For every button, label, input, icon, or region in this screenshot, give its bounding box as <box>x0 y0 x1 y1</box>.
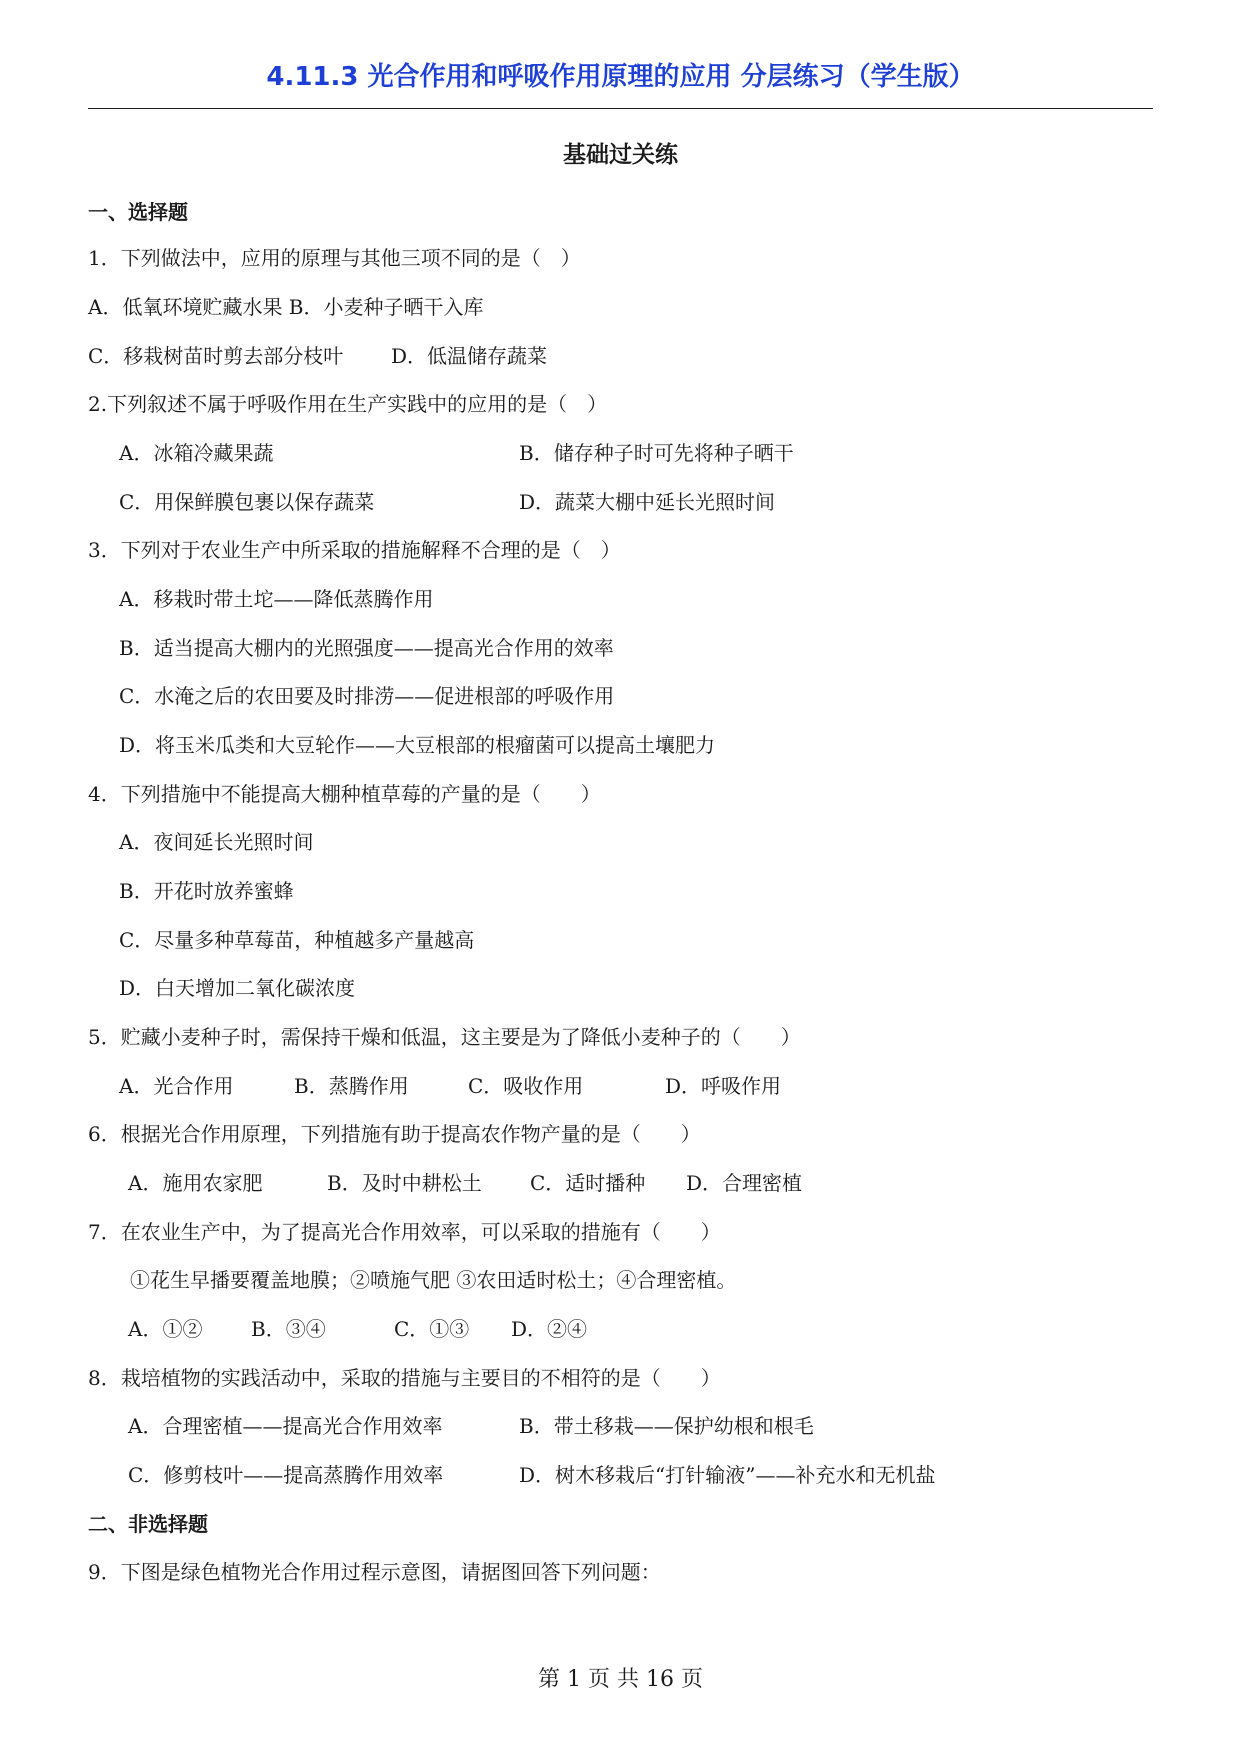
question-5-option-d: D．呼吸作用 <box>665 1074 782 1098</box>
page-footer: 第 1 页 共 16 页 <box>538 1667 703 1692</box>
question-2-stem: 2.下列叙述不属于呼吸作用在生产实践中的应用的是（ ） <box>88 392 608 416</box>
section-heading-choice: 一、选择题 <box>88 200 188 224</box>
section-heading-nonchoice: 二、非选择题 <box>88 1512 208 1536</box>
page-title: 4.11.3 光合作用和呼吸作用原理的应用 分层练习（学生版） <box>266 62 975 92</box>
question-5-option-b: B．蒸腾作用 <box>294 1074 409 1098</box>
question-6-option-d: D．合理密植 <box>686 1171 803 1195</box>
question-7-stem: 7．在农业生产中，为了提高光合作用效率，可以采取的措施有（ ） <box>88 1220 721 1244</box>
question-4-stem: 4．下列措施中不能提高大棚种植草莓的产量的是（ ） <box>88 782 601 806</box>
question-2-option-a: A．冰箱冷藏果蔬 <box>119 441 274 465</box>
header-divider <box>88 108 1153 109</box>
question-5-stem: 5．贮藏小麦种子时，需保持干燥和低温，这主要是为了降低小麦种子的（ ） <box>88 1025 801 1049</box>
question-8-option-d: D．树木移栽后“打针输液”——补充水和无机盐 <box>519 1463 936 1487</box>
question-2-option-c: C．用保鲜膜包裹以保存蔬菜 <box>119 490 375 514</box>
question-4-option-c: C．尽量多种草莓苗，种植越多产量越高 <box>119 928 475 952</box>
question-5-option-c: C．吸收作用 <box>468 1074 584 1098</box>
question-1-stem: 1．下列做法中，应用的原理与其他三项不同的是（ ） <box>88 246 581 270</box>
question-7-items: ①花生早播要覆盖地膜；②喷施气肥 ③农田适时松土；④合理密植。 <box>130 1268 737 1292</box>
question-6-option-a: A．施用农家肥 <box>128 1171 263 1195</box>
question-5-option-a: A．光合作用 <box>119 1074 234 1098</box>
question-3-option-b: B．适当提高大棚内的光照强度——提高光合作用的效率 <box>119 636 614 660</box>
question-8-option-c: C．修剪枝叶——提高蒸腾作用效率 <box>128 1463 444 1487</box>
question-2-option-b: B．储存种子时可先将种子晒干 <box>519 441 794 465</box>
question-3-stem: 3．下列对于农业生产中所采取的措施解释不合理的是（ ） <box>88 538 621 562</box>
question-3-option-c: C．水淹之后的农田要及时排涝——促进根部的呼吸作用 <box>119 684 615 708</box>
question-6-option-b: B．及时中耕松土 <box>327 1171 482 1195</box>
question-1-option-c: C．移栽树苗时剪去部分枝叶 <box>88 344 344 368</box>
question-2-option-d: D．蔬菜大棚中延长光照时间 <box>519 490 776 514</box>
question-8-stem: 8．栽培植物的实践活动中，采取的措施与主要目的不相符的是（ ） <box>88 1366 721 1390</box>
question-3-option-d: D．将玉米瓜类和大豆轮作——大豆根部的根瘤菌可以提高土壤肥力 <box>119 733 716 757</box>
question-7-option-a: A．①② <box>128 1317 203 1341</box>
section-subtitle: 基础过关练 <box>563 142 678 168</box>
question-1-option-d: D．低温储存蔬菜 <box>391 344 548 368</box>
question-3-option-a: A．移栽时带土坨——降低蒸腾作用 <box>119 587 434 611</box>
question-8-option-a: A．合理密植——提高光合作用效率 <box>128 1414 443 1438</box>
question-7-option-d: D．②④ <box>511 1317 588 1341</box>
question-4-option-d: D．白天增加二氧化碳浓度 <box>119 976 356 1000</box>
question-7-option-b: B．③④ <box>251 1317 326 1341</box>
question-4-option-b: B．开花时放养蜜蜂 <box>119 879 294 903</box>
question-6-stem: 6．根据光合作用原理，下列措施有助于提高农作物产量的是（ ） <box>88 1122 701 1146</box>
question-8-option-b: B．带土移栽——保护幼根和根毛 <box>519 1414 814 1438</box>
question-6-option-c: C．适时播种 <box>530 1171 646 1195</box>
question-1-options-ab: A．低氧环境贮藏水果 B．小麦种子晒干入库 <box>88 295 484 319</box>
question-4-option-a: A．夜间延长光照时间 <box>119 830 314 854</box>
question-9-stem: 9．下图是绿色植物光合作用过程示意图，请据图回答下列问题： <box>88 1560 661 1584</box>
question-7-option-c: C．①③ <box>394 1317 470 1341</box>
